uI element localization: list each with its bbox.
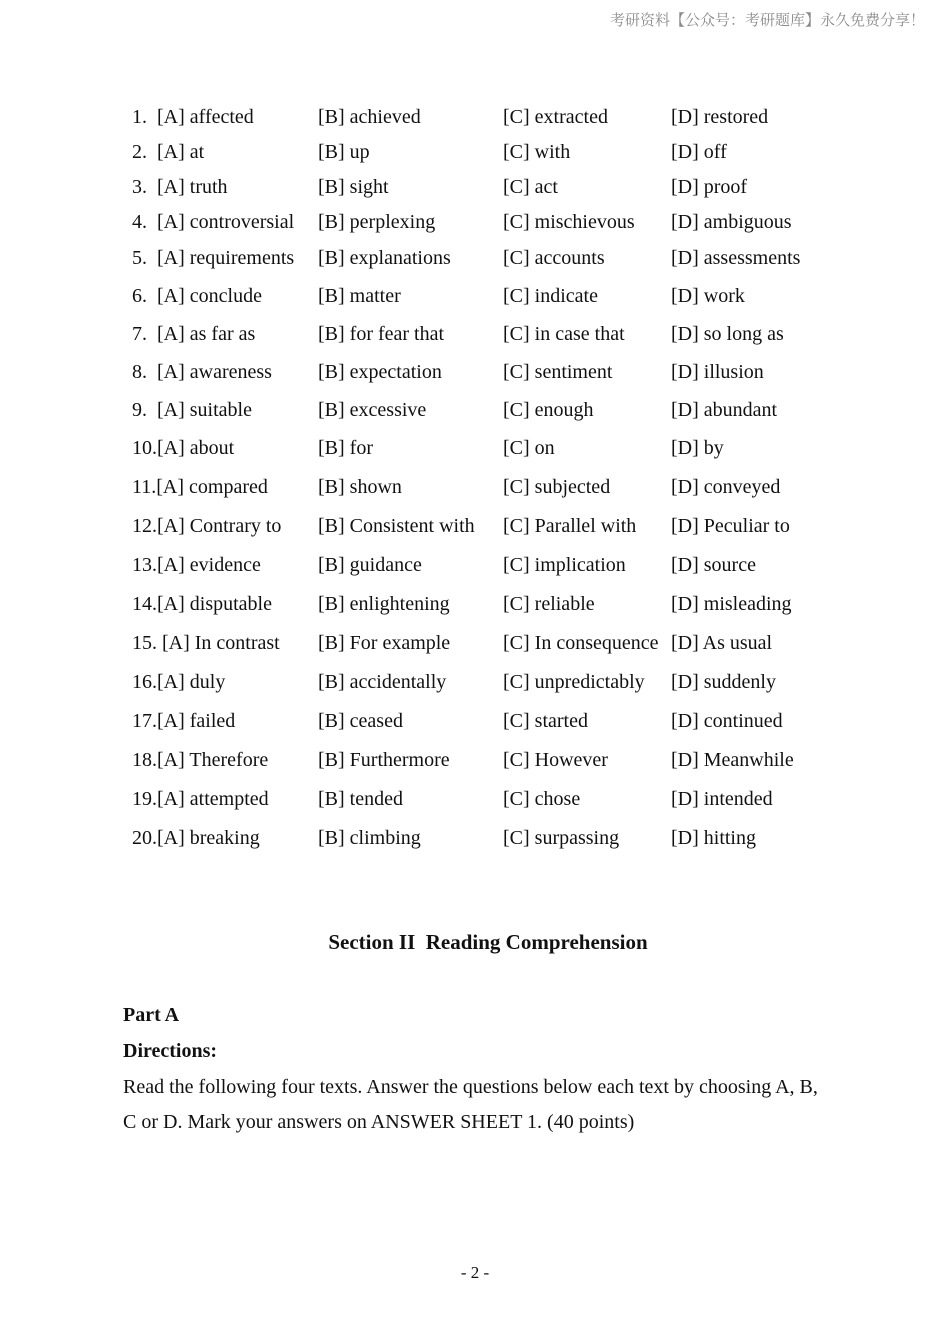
option-b: [B] guidance [318, 554, 422, 576]
option-c: [C] implication [503, 554, 626, 576]
option-a: 8. [A] awareness [132, 361, 272, 383]
question-row [0, 632, 950, 662]
option-b: [B] expectation [318, 361, 442, 383]
option-a: 3. [A] truth [132, 176, 228, 198]
question-row [0, 749, 950, 779]
option-a: 13.[A] evidence [132, 554, 261, 576]
option-c: [C] reliable [503, 593, 595, 615]
question-row [0, 827, 950, 857]
option-a: 12.[A] Contrary to [132, 515, 282, 537]
question-row [0, 671, 950, 701]
option-a: 16.[A] duly [132, 671, 226, 693]
option-d: [D] proof [671, 176, 748, 198]
option-c: [C] extracted [503, 106, 608, 128]
question-row [0, 515, 950, 545]
question-row [0, 285, 950, 315]
part-label: Part A [123, 1004, 180, 1026]
option-c: [C] surpassing [503, 827, 620, 849]
option-a: 19.[A] attempted [132, 788, 269, 810]
option-c: [C] in case that [503, 323, 625, 345]
option-c: [C] indicate [503, 285, 598, 307]
option-b: [B] for fear that [318, 323, 445, 345]
page-number: - 2 - [460, 1263, 490, 1282]
option-d: [D] by [671, 437, 724, 459]
option-d: [D] so long as [671, 323, 784, 345]
option-b: [B] perplexing [318, 211, 436, 233]
question-row [0, 476, 950, 506]
option-d: [D] intended [671, 788, 773, 810]
option-a: 14.[A] disputable [132, 593, 272, 615]
option-d: [D] ambiguous [671, 211, 792, 233]
question-row [0, 788, 950, 818]
option-a: 17.[A] failed [132, 710, 236, 732]
option-d: [D] work [671, 285, 745, 307]
section-title: Section II Reading Comprehension [328, 930, 648, 954]
option-b: [B] For example [318, 632, 451, 654]
option-d: [D] misleading [671, 593, 792, 615]
option-b: [B] shown [318, 476, 402, 498]
option-d: [D] restored [671, 106, 769, 128]
option-b: [B] sight [318, 176, 389, 198]
option-a: 20.[A] breaking [132, 827, 260, 849]
option-a: 15. [A] In contrast [132, 632, 280, 654]
question-row [0, 176, 950, 206]
option-c: [C] accounts [503, 247, 605, 269]
question-row [0, 323, 950, 353]
option-c: [C] Parallel with [503, 515, 637, 537]
option-c: [C] In consequence [503, 632, 659, 654]
option-d: [D] suddenly [671, 671, 776, 693]
directions-label: Directions: [123, 1040, 218, 1062]
option-d: [D] abundant [671, 399, 778, 421]
option-b: [B] Consistent with [318, 515, 475, 537]
option-c: [C] unpredictably [503, 671, 645, 693]
question-row [0, 141, 950, 171]
question-row [0, 361, 950, 391]
watermark: 考研资料【公众号：考研题库】永久免费分享！ [610, 11, 926, 29]
option-d: [D] Meanwhile [671, 749, 794, 771]
option-d: [D] continued [671, 710, 783, 732]
option-c: [C] mischievous [503, 211, 635, 233]
option-d: [D] off [671, 141, 727, 163]
option-d: [D] As usual [671, 632, 773, 654]
option-c: [C] enough [503, 399, 594, 421]
option-b: [B] accidentally [318, 671, 447, 693]
option-d: [D] Peculiar to [671, 515, 790, 537]
option-a: 1. [A] affected [132, 106, 254, 128]
option-b: [B] for [318, 437, 373, 459]
option-c: [C] However [503, 749, 608, 771]
option-b: [B] ceased [318, 710, 403, 732]
option-a: 18.[A] Therefore [132, 749, 269, 771]
option-a: 7. [A] as far as [132, 323, 256, 345]
option-b: [B] up [318, 141, 370, 163]
directions-text: Read the following four texts. Answer the questions below each text by choosing A, B, C or D. Mark your answers on ANSWER SHEET 1. (40 points) [123, 1076, 818, 1133]
question-row [0, 211, 950, 241]
option-c: [C] subjected [503, 476, 611, 498]
option-a: 9. [A] suitable [132, 399, 252, 421]
option-b: [B] climbing [318, 827, 421, 849]
option-a: 4. [A] controversial [132, 211, 295, 233]
question-row [0, 710, 950, 740]
option-c: [C] on [503, 437, 555, 459]
option-c: [C] with [503, 141, 571, 163]
option-d: [D] hitting [671, 827, 756, 849]
option-a: 5. [A] requirements [132, 247, 295, 269]
question-row [0, 106, 950, 136]
option-a: 10.[A] about [132, 437, 235, 459]
option-d: [D] conveyed [671, 476, 781, 498]
option-b: [B] Furthermore [318, 749, 450, 771]
option-c: [C] sentiment [503, 361, 613, 383]
option-b: [B] explanations [318, 247, 451, 269]
option-c: [C] chose [503, 788, 581, 810]
question-row [0, 247, 950, 277]
question-row [0, 554, 950, 584]
option-b: [B] matter [318, 285, 401, 307]
option-a: 2. [A] at [132, 141, 205, 163]
option-b: [B] enlightening [318, 593, 450, 615]
option-a: 6. [A] conclude [132, 285, 262, 307]
option-b: [B] tended [318, 788, 403, 810]
option-b: [B] excessive [318, 399, 427, 421]
option-c: [C] started [503, 710, 588, 732]
option-c: [C] act [503, 176, 558, 198]
question-row [0, 437, 950, 467]
option-a: 11.[A] compared [132, 476, 268, 498]
option-b: [B] achieved [318, 106, 421, 128]
option-d: [D] assessments [671, 247, 801, 269]
question-row [0, 593, 950, 623]
option-d: [D] source [671, 554, 756, 576]
question-row [0, 399, 950, 429]
option-d: [D] illusion [671, 361, 764, 383]
